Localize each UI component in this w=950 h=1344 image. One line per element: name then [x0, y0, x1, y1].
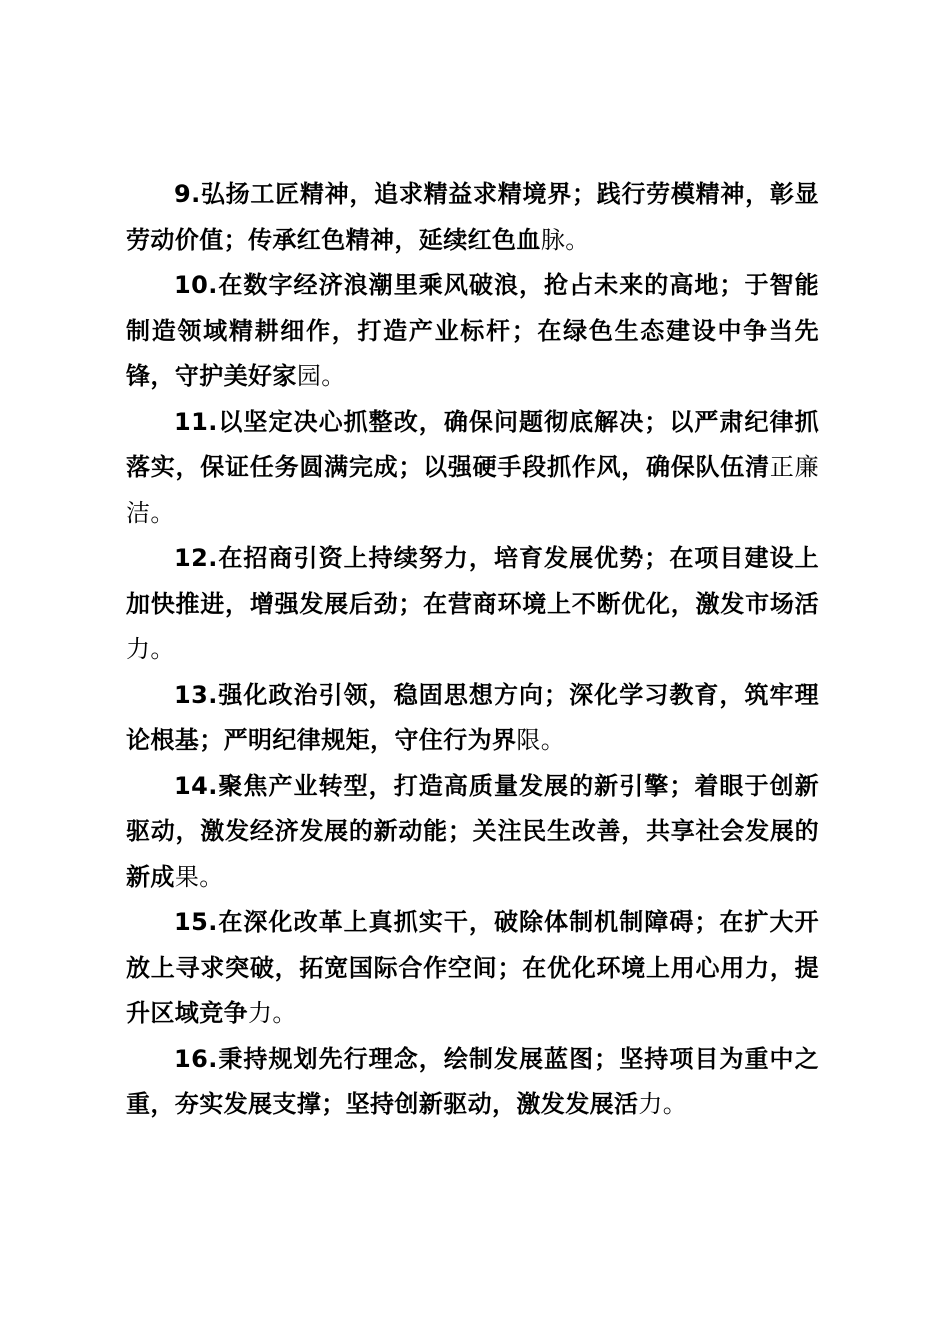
paragraph-ending: 园。 [296, 362, 346, 390]
paragraph-text: 15.在深化改革上真抓实干，破除体制机制障碍；在扩大开放上寻求突破，拓宽国际合作空间；在优化环境上用心用力，提升区域竞争 [126, 908, 819, 1027]
paragraph-13 [126, 673, 819, 764]
paragraph-text: 10.在数字经济浪潮里乘风破浪，抢占未来的高地；于智能制造领域精耕细作，打造产业标杆；在绿色生态建设中争当先锋，守护美好家 [126, 271, 819, 390]
paragraph-text: 9.弘扬工匠精神，追求精益求精境界；践行劳模精神，彰显劳动价值；传承红色精神，延续红色血 [126, 180, 819, 254]
document-body [126, 172, 819, 1128]
paragraph-10 [126, 263, 819, 400]
paragraph-11 [126, 400, 819, 537]
paragraph-ending: 正廉洁。 [126, 453, 819, 527]
paragraph-14 [126, 764, 819, 901]
paragraph-ending: 力。 [248, 999, 297, 1027]
paragraph-ending: 限。 [516, 726, 566, 754]
paragraph-9 [126, 172, 819, 263]
paragraph-text: 13.强化政治引领，稳固思想方向；深化学习教育，筑牢理论根基；严明纪律规矩，守住行为界 [126, 680, 819, 754]
paragraph-text: 12.在招商引资上持续努力，培育发展优势；在项目建设上加快推进，增强发展后劲；在营商环境上不断优化，激发市场活 [126, 544, 819, 618]
paragraph-ending: 力。 [638, 1090, 688, 1118]
paragraph-ending: 脉。 [540, 225, 590, 254]
paragraph-ending: 力。 [126, 635, 175, 663]
paragraph-15 [126, 900, 819, 1037]
paragraph-ending: 果。 [174, 862, 224, 891]
paragraph-12 [126, 536, 819, 673]
paragraph-text: 16.秉持规划先行理念，绘制发展蓝图；坚持项目为重中之重，夯实发展支撑；坚持创新驱动，激发发展活 [126, 1044, 819, 1118]
paragraph-16 [126, 1037, 819, 1128]
paragraph-text: 14.聚焦产业转型，打造高质量发展的新引擎；着眼于创新驱动，激发经济发展的新动能；关注民生改善，共享社会发展的新成 [126, 771, 819, 891]
paragraph-text: 11.以坚定决心抓整改，确保问题彻底解决；以严肃纪律抓落实，保证任务圆满完成；以强硬手段抓作风，确保队伍清 [126, 407, 819, 481]
